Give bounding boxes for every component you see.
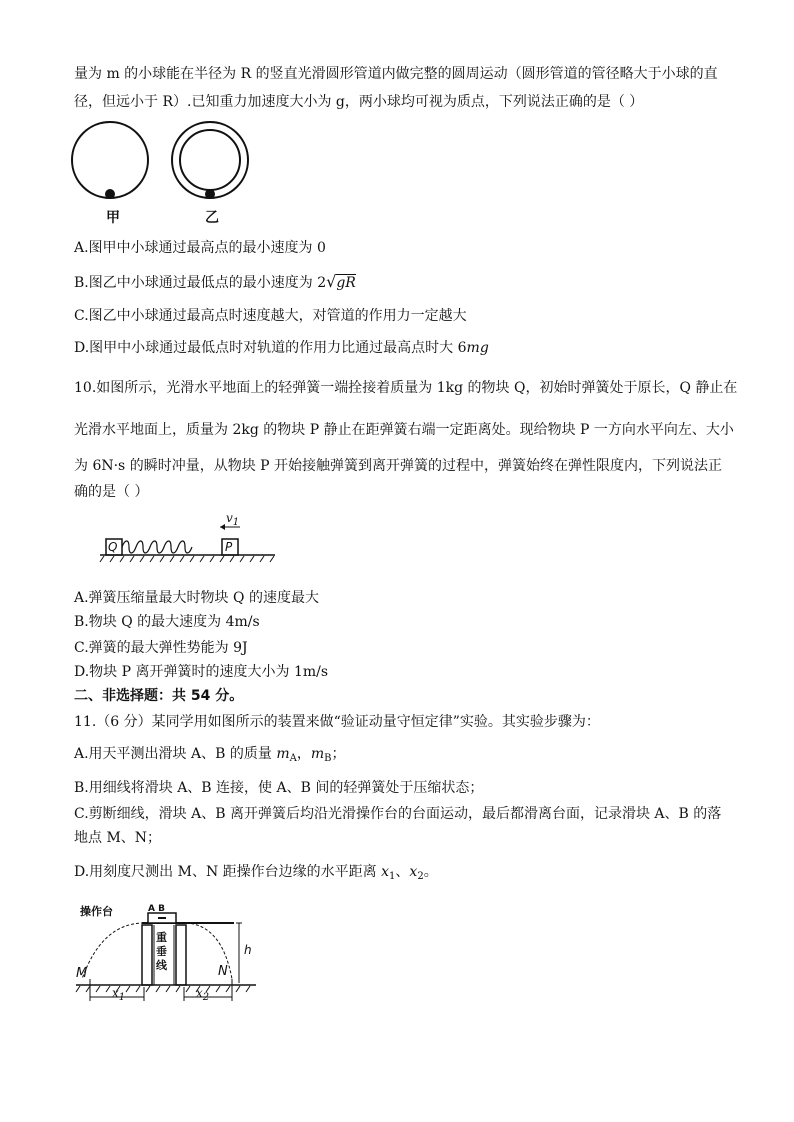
q10-option-a: A.弹簧压缩量最大时物块 Q 的速度最大 (74, 590, 319, 606)
q9-option-b-text: B.图乙中小球通过最低点的最小速度为 2 (74, 275, 327, 291)
q9-option-b (74, 272, 356, 293)
q11-step-c-line-1: C.剪断细线，滑块 A、B 离开弹簧后均沿光滑操作台的台面运动，最后都滑离台面，记录滑块 A、B 的落 (74, 806, 722, 822)
q9-option-b-radicand: gR (336, 275, 356, 291)
q11-step-d-end: 。 (423, 864, 438, 880)
q9-option-d-text: D.图甲中小球通过最低点时对轨道的作用力比通过最高点时大 6 (74, 340, 467, 356)
q11-mass-b-sub: B (324, 753, 332, 764)
q11-step-a-text: A.用天平测出滑块 A、B 的质量 (74, 746, 277, 762)
fig-label-x2 (196, 986, 209, 1005)
section-heading: 二、非选择题：共 54 分。 (74, 688, 244, 704)
fig-label-x1-x: x (112, 986, 119, 1000)
q11-x1: x (381, 864, 390, 880)
q9-stem-line-2: 径，但远小于 R）.已知重力加速度大小为 g，两小球均可视为质点，下列说法正确的是（ ） (74, 94, 644, 110)
q11-mass-a-sub: A (289, 753, 297, 764)
fig-label-jia: 甲 (106, 210, 120, 226)
fig-label-m: M (76, 966, 88, 981)
q11-x2-sub: 2 (417, 871, 424, 882)
fig-label-v1 (226, 508, 239, 533)
fig-label-p: P (225, 540, 233, 554)
q10-stem-line-4: 确的是（ ） (74, 484, 149, 500)
fig-label-ab: A B (148, 904, 165, 914)
q11-step-d-mid: 、 (395, 864, 410, 880)
q11-step-d-text: D.用刻度尺测出 M、N 距操作台边缘的水平距离 (74, 864, 382, 880)
fig-label-plumb-3: 线 (156, 959, 167, 972)
q11-step-c-line-2: 地点 M、N； (74, 830, 162, 846)
fig-label-platform: 操作台 (80, 905, 113, 918)
fig-label-x1-sub: 1 (118, 992, 126, 1003)
q11-x1-sub: 1 (389, 871, 396, 882)
fig-label-x2-x: x (196, 986, 203, 1000)
q11-x2: x (409, 864, 418, 880)
q9-option-a: A.图甲中小球通过最高点的最小速度为 0 (74, 240, 326, 256)
q11-stem-line-1: 11.（6 分）某同学用如图所示的装置来做“验证动量守恒定律”实验。其实验步骤为： (74, 714, 600, 730)
fig-label-x2-sub: 2 (202, 992, 210, 1003)
q10-option-b: B.物块 Q 的最大速度为 4m/s (74, 614, 260, 630)
q11-step-a (74, 744, 345, 769)
q11-step-a-sep: ， (296, 746, 311, 762)
q11-mass-a: m (276, 746, 290, 762)
q11-step-d (74, 862, 438, 887)
fig-label-yi: 乙 (205, 210, 219, 226)
q11-step-a-end: ； (331, 746, 346, 762)
q11-step-b: B.用细线将滑块 A、B 连接，使 A、B 间的轻弹簧处于压缩状态； (74, 780, 484, 796)
q9-option-d-mg: mg (466, 340, 489, 356)
q9-option-c: C.图乙中小球通过最高点时速度越大，对管道的作用力一定越大 (74, 308, 467, 324)
fig-label-h: h (244, 943, 252, 957)
fig-label-plumb-2: 垂 (156, 945, 167, 958)
q9-figure (70, 120, 250, 230)
q10-figure (100, 505, 280, 570)
q10-stem-line-2: 光滑水平地面上，质量为 2kg 的物块 P 静止在距弹簧右端一定距离处。现给物块 P 一方向水平向左、大小 (74, 422, 734, 438)
q10-option-d: D.物块 P 离开弹簧时的速度大小为 1m/s (74, 664, 329, 680)
fig-label-q: Q (108, 540, 118, 554)
q10-option-c: C.弹簧的最大弹性势能为 9J (74, 640, 248, 656)
fig-label-plumb-1: 重 (156, 931, 167, 944)
q10-stem-line-3: 为 6N·s 的瞬时冲量，从物块 P 开始接触弹簧到离开弹簧的过程中，弹簧始终在弹性限度内，下列说法正 (74, 458, 723, 474)
fig-label-n: N (218, 964, 228, 979)
q11-mass-b: m (310, 746, 325, 762)
fig-label-x1 (112, 986, 125, 1005)
fig-label-v: v (226, 511, 233, 525)
fig-label-v-sub: 1 (232, 517, 240, 528)
q9-option-d (74, 338, 489, 358)
sqrt-sign: √ (326, 272, 337, 291)
q10-stem-line-1: 10.如图所示，光滑水平地面上的轻弹簧一端拴接着质量为 1kg 的物块 Q，初始时弹簧处于原长，Q 静止在 (74, 380, 738, 396)
q9-stem-line-1: 量为 m 的小球能在半径为 R 的竖直光滑圆形管道内做完整的圆周运动（圆形管道的管径略大于小球的直 (74, 66, 718, 82)
